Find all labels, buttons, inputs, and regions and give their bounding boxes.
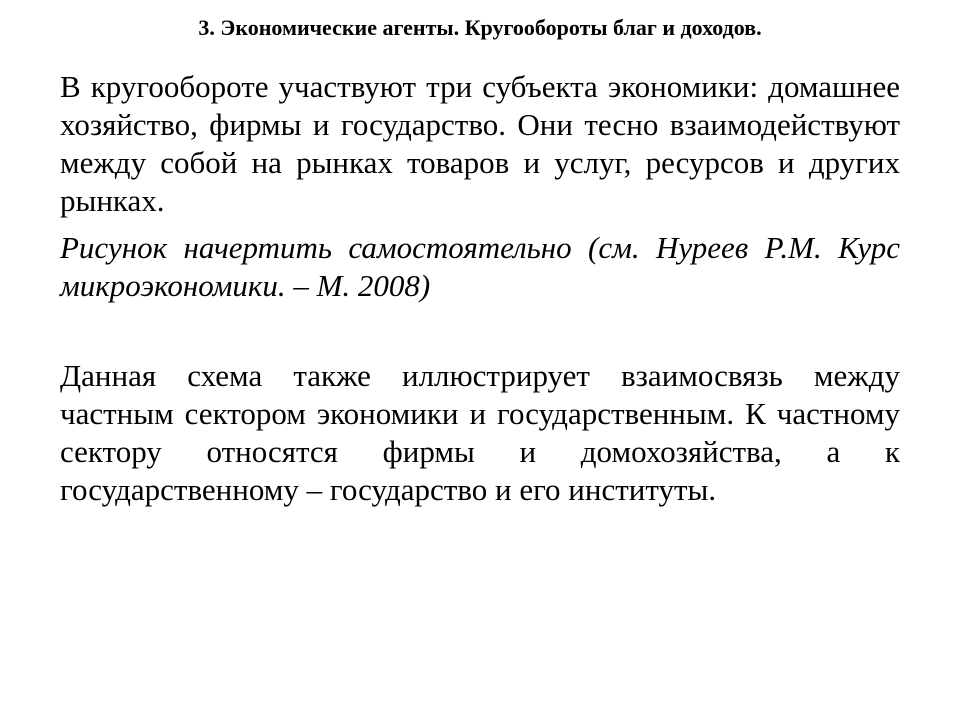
slide-title: 3. Экономические агенты. Кругообороты благ и доходов. xyxy=(198,15,762,40)
paragraph-sectors: Данная схема также иллюстрирует взаимосвязь между частным сектором экономики и государственным. К частному сектору относятся фирмы и домохозяйства, а к государственному – государство и его институты. xyxy=(60,358,900,507)
paragraph-figure-note: Рисунок начертить самостоятельно (см. Нуреев Р.М. Курс микроэкономики. – М. 2008) xyxy=(60,230,900,303)
paragraph-participants: В кругообороте участвуют три субъекта экономики: домашнее хозяйство, фирмы и государство. Они тесно взаимодействуют между собой на рынках товаров и услуг, ресурсов и других рынках. xyxy=(60,69,900,218)
